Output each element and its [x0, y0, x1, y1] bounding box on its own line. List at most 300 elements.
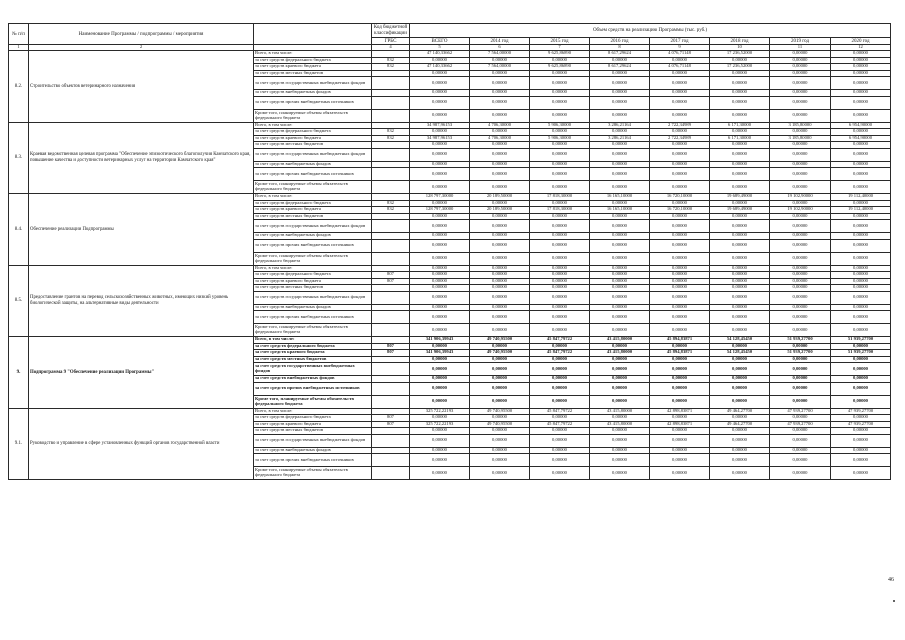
grbs-code: 832 [372, 64, 410, 71]
amount-cell: 0,00000 [590, 181, 650, 194]
amount-cell: 49 464,27700 [710, 408, 770, 415]
amount-cell: 0,00000 [650, 285, 710, 292]
amount-cell: 43 415,80000 [590, 350, 650, 357]
amount-cell: 0,00000 [650, 467, 710, 480]
amount-cell: 0,00000 [831, 213, 891, 220]
amount-cell: 0,00000 [530, 324, 590, 337]
amount-cell: 0,00000 [470, 356, 530, 363]
funding-source-label: за счет средств федерального бюджета [254, 57, 372, 64]
amount-cell: 0,00000 [410, 356, 470, 363]
amount-cell: 16 720,10000 [650, 207, 710, 214]
amount-cell: 0,00000 [650, 142, 710, 149]
funding-source-label: Всего, в том числе: [254, 122, 372, 129]
amount-cell: 0,00000 [470, 148, 530, 161]
grbs-code [372, 252, 410, 265]
funding-source-label: Всего, в том числе: [254, 337, 372, 344]
amount-cell: 0,00000 [590, 376, 650, 383]
grbs-code: 807 [372, 343, 410, 350]
amount-cell: 0,00000 [831, 324, 891, 337]
header-year-3: 2016 год [590, 38, 650, 45]
amount-cell: 0,00000 [410, 168, 470, 181]
amount-cell: 0,00000 [470, 272, 530, 279]
amount-cell: 0,00000 [530, 382, 590, 395]
amount-cell: 0,00000 [590, 213, 650, 220]
header-col-name: Наименование Программы / подпрограммы / мероприятия [29, 24, 254, 45]
amount-cell: 0,00000 [590, 311, 650, 324]
amount-cell: 0,00000 [710, 70, 770, 77]
amount-cell: 0,00000 [650, 233, 710, 240]
amount-cell: 43 415,80000 [590, 421, 650, 428]
amount-cell: 49 740,95500 [470, 421, 530, 428]
amount-cell: 47 939,27700 [770, 408, 831, 415]
funding-source-label: за счет средств прочих внебюджетных источников [254, 311, 372, 324]
amount-cell: 0,00000 [470, 252, 530, 265]
funding-source-label: за счет средств внебюджетных фондов [254, 233, 372, 240]
amount-cell: 0,00000 [831, 382, 891, 395]
header-spacer [254, 24, 372, 45]
amount-cell: 47 140,33662 [410, 51, 470, 58]
amount-cell: 0,00000 [470, 382, 530, 395]
funding-source-label: за счет средств государственных внебюджетных фондов [254, 148, 372, 161]
amount-cell: 0,00000 [710, 252, 770, 265]
amount-cell: 0,00000 [530, 434, 590, 447]
amount-cell: 0,00000 [470, 311, 530, 324]
amount-cell: 0,00000 [770, 252, 831, 265]
amount-cell: 0,00000 [770, 363, 831, 376]
amount-cell: 43 415,80000 [590, 337, 650, 344]
amount-cell: 17 818,30000 [530, 194, 590, 201]
amount-cell: 0,00000 [831, 109, 891, 122]
amount-cell: 0,00000 [831, 265, 891, 272]
amount-cell: 0,00000 [831, 96, 891, 109]
amount-cell: 0,00000 [410, 285, 470, 292]
amount-cell: 0,00000 [530, 428, 590, 435]
amount-cell: 0,00000 [831, 200, 891, 207]
grbs-code [372, 311, 410, 324]
amount-cell: 0,00000 [410, 272, 470, 279]
amount-cell: 0,00000 [831, 142, 891, 149]
funding-source-label: за счет средств федерального бюджета [254, 272, 372, 279]
amount-cell: 0,00000 [410, 181, 470, 194]
header-col-volume: Объем средств на реализацию Программы (тыс. руб.) [410, 24, 891, 38]
amount-cell: 17 236,52000 [710, 51, 770, 58]
amount-cell: 0,00000 [530, 356, 590, 363]
amount-cell: 19 112,40000 [831, 194, 891, 201]
amount-cell: 0,00000 [530, 467, 590, 480]
amount-cell: 0,00000 [650, 57, 710, 64]
amount-cell: 0,00000 [530, 90, 590, 97]
amount-cell: 0,00000 [410, 220, 470, 233]
amount-cell: 0,00000 [770, 142, 831, 149]
amount-cell: 0,00000 [470, 239, 530, 252]
amount-cell: 0,00000 [770, 428, 831, 435]
amount-cell: 0,00000 [710, 148, 770, 161]
amount-cell: 0,00000 [650, 265, 710, 272]
amount-cell: 0,00000 [831, 467, 891, 480]
header-col-kbk: Код бюджетной классификации [372, 24, 410, 38]
amount-cell: 0,00000 [470, 376, 530, 383]
header-year-7: 2020 год [831, 38, 891, 45]
amount-cell: 0,00000 [470, 90, 530, 97]
amount-cell: 0,00000 [410, 454, 470, 467]
amount-cell: 0,00000 [410, 428, 470, 435]
section-name: Обеспечение реализации Подпрограммы [29, 194, 254, 266]
budget-table-sheet [8, 23, 890, 480]
funding-source-label: Кроме того, планируемые объемы обязательств федерального бюджета [254, 109, 372, 122]
funding-source-label: за счет средств внебюджетных фондов [254, 90, 372, 97]
amount-cell: 0,00000 [530, 96, 590, 109]
amount-cell: 0,00000 [590, 96, 650, 109]
amount-cell: 3 185,80000 [770, 135, 831, 142]
grbs-code [372, 454, 410, 467]
amount-cell: 0,00000 [590, 356, 650, 363]
amount-cell: 0,00000 [770, 285, 831, 292]
amount-cell: 0,00000 [410, 90, 470, 97]
grbs-code: 832 [372, 57, 410, 64]
amount-cell: 0,00000 [530, 285, 590, 292]
column-number-2: 2 [29, 45, 254, 51]
amount-cell: 0,00000 [831, 395, 891, 408]
amount-cell: 0,00000 [470, 291, 530, 304]
amount-cell: 8 617,29624 [590, 51, 650, 58]
amount-cell: 0,00000 [410, 291, 470, 304]
amount-cell: 0,00000 [410, 239, 470, 252]
header-year-1: 2014 год [470, 38, 530, 45]
amount-cell: 9 625,86890 [530, 64, 590, 71]
amount-cell: 0,00000 [590, 285, 650, 292]
amount-cell: 0,00000 [831, 148, 891, 161]
header-col-grbs: ГРБС [372, 38, 410, 45]
amount-cell: 0,00000 [470, 200, 530, 207]
funding-source-label: за счет средств федерального бюджета [254, 129, 372, 136]
funding-source-label: за счет средств прочих внебюджетных источников [254, 382, 372, 395]
grbs-code: 807 [372, 278, 410, 285]
amount-cell: 0,00000 [410, 311, 470, 324]
funding-source-label: за счет средств федерального бюджета [254, 415, 372, 422]
amount-cell: 0,00000 [770, 382, 831, 395]
amount-cell: 0,00000 [710, 376, 770, 383]
amount-cell: 0,00000 [410, 376, 470, 383]
amount-cell: 0,00000 [770, 109, 831, 122]
amount-cell: 0,00000 [590, 291, 650, 304]
amount-cell: 0,00000 [590, 252, 650, 265]
amount-cell: 0,00000 [530, 272, 590, 279]
amount-cell: 16 720,10000 [650, 194, 710, 201]
amount-cell: 0,00000 [590, 467, 650, 480]
budget-table [8, 23, 891, 480]
amount-cell: 6 954,90000 [831, 122, 891, 129]
funding-source-label: Всего, в том числе: [254, 194, 372, 201]
amount-cell: 341 906,39943 [410, 350, 470, 357]
section-name: Подпрограмма 9 "Обеспечение реализации Программы" [29, 337, 254, 409]
amount-cell: 0,00000 [410, 434, 470, 447]
amount-cell: 0,00000 [650, 109, 710, 122]
amount-cell: 45 894,83871 [650, 337, 710, 344]
amount-cell: 0,00000 [770, 324, 831, 337]
amount-cell: 0,00000 [530, 239, 590, 252]
amount-cell: 0,00000 [710, 220, 770, 233]
amount-cell: 0,00000 [410, 304, 470, 311]
amount-cell: 49 740,95500 [470, 408, 530, 415]
amount-cell: 45 847,79722 [530, 408, 590, 415]
amount-cell: 0,00000 [590, 129, 650, 136]
funding-source-label: за счет средств краевого бюджета [254, 421, 372, 428]
amount-cell: 0,00000 [650, 356, 710, 363]
funding-source-label: за счет средств краевого бюджета [254, 64, 372, 71]
section-number: 8.5. [9, 265, 29, 337]
amount-cell: 6 171,30000 [710, 135, 770, 142]
amount-cell: 0,00000 [831, 220, 891, 233]
amount-cell: 0,00000 [831, 356, 891, 363]
amount-cell: 0,00000 [710, 415, 770, 422]
amount-cell: 0,00000 [470, 428, 530, 435]
funding-source-label: за счет средств прочих внебюджетных источников [254, 168, 372, 181]
amount-cell: 0,00000 [650, 77, 710, 90]
column-number-10: 10 [710, 45, 770, 51]
amount-cell: 47 140,33662 [410, 64, 470, 71]
grbs-code: 807 [372, 350, 410, 357]
amount-cell: 0,00000 [590, 265, 650, 272]
amount-cell: 0,00000 [590, 363, 650, 376]
amount-cell: 20 189,50000 [470, 194, 530, 201]
amount-cell: 0,00000 [590, 324, 650, 337]
funding-source-label: Всего, в том числе: [254, 408, 372, 415]
amount-cell: 0,00000 [831, 285, 891, 292]
funding-source-label: за счет средств краевого бюджета [254, 207, 372, 214]
amount-cell: 0,00000 [590, 200, 650, 207]
amount-cell: 9 625,86890 [530, 51, 590, 58]
funding-source-label: за счет средств прочих внебюджетных источников [254, 239, 372, 252]
amount-cell: 128 797,30000 [410, 207, 470, 214]
amount-cell: 0,00000 [770, 272, 831, 279]
amount-cell: 0,00000 [831, 252, 891, 265]
amount-cell: 0,00000 [530, 376, 590, 383]
amount-cell: 0,00000 [710, 434, 770, 447]
funding-source-label: за счет средств внебюджетных фондов [254, 376, 372, 383]
amount-cell: 0,00000 [530, 343, 590, 350]
amount-cell: 0,00000 [710, 304, 770, 311]
amount-cell: 0,00000 [770, 291, 831, 304]
amount-cell: 0,00000 [530, 233, 590, 240]
funding-source-label: за счет средств внебюджетных фондов [254, 447, 372, 454]
amount-cell: 49 464,27700 [710, 421, 770, 428]
header-year-4: 2017 год [650, 38, 710, 45]
amount-cell: 19 102,90000 [770, 194, 831, 201]
amount-cell: 0,00000 [650, 382, 710, 395]
amount-cell: 3 286,21164 [590, 122, 650, 129]
amount-cell: 0,00000 [530, 265, 590, 272]
header-col-no: № п/п [9, 24, 29, 45]
amount-cell: 0,00000 [770, 434, 831, 447]
amount-cell: 0,00000 [410, 129, 470, 136]
amount-cell: 0,00000 [710, 129, 770, 136]
column-number-4: 4 [372, 45, 410, 51]
amount-cell: 0,00000 [710, 454, 770, 467]
amount-cell: 0,00000 [770, 304, 831, 311]
amount-cell: 0,00000 [530, 161, 590, 168]
amount-cell: 0,00000 [710, 447, 770, 454]
amount-cell: 0,00000 [650, 311, 710, 324]
amount-cell: 0,00000 [530, 70, 590, 77]
amount-cell: 0,00000 [770, 64, 831, 71]
grbs-code [372, 96, 410, 109]
amount-cell: 0,00000 [590, 343, 650, 350]
funding-source-label: Кроме того, планируемые объемы обязательств федерального бюджета [254, 181, 372, 194]
amount-cell: 51 939,27700 [831, 337, 891, 344]
funding-source-label: за счет средств государственных внебюджетных фондов [254, 220, 372, 233]
amount-cell: 0,00000 [650, 304, 710, 311]
amount-cell: 0,00000 [470, 434, 530, 447]
amount-cell: 0,00000 [831, 434, 891, 447]
amount-cell: 0,00000 [470, 161, 530, 168]
amount-cell: 0,00000 [650, 181, 710, 194]
funding-source-label: за счет средств прочих внебюджетных источников [254, 96, 372, 109]
amount-cell: 0,00000 [650, 434, 710, 447]
amount-cell: 45 847,79722 [530, 421, 590, 428]
amount-cell: 0,00000 [770, 70, 831, 77]
amount-cell: 0,00000 [530, 129, 590, 136]
amount-cell: 4 706,30000 [470, 135, 530, 142]
amount-cell: 0,00000 [710, 278, 770, 285]
amount-cell: 0,00000 [831, 77, 891, 90]
funding-source-label: за счет средств местных бюджетов [254, 356, 372, 363]
amount-cell: 0,00000 [590, 142, 650, 149]
funding-source-label: Кроме того, планируемые объемы обязательств федерального бюджета [254, 324, 372, 337]
funding-source-label: Всего, в том числе: [254, 51, 372, 58]
amount-cell: 0,00000 [530, 447, 590, 454]
funding-source-label: за счет средств местных бюджетов [254, 70, 372, 77]
amount-cell: 51 939,27700 [770, 337, 831, 344]
amount-cell: 0,00000 [470, 278, 530, 285]
amount-cell: 0,00000 [410, 343, 470, 350]
amount-cell: 0,00000 [590, 382, 650, 395]
amount-cell: 0,00000 [710, 311, 770, 324]
amount-cell: 0,00000 [650, 220, 710, 233]
section-name: Строительство объектов ветеринарного назначения [29, 51, 254, 123]
amount-cell: 0,00000 [410, 57, 470, 64]
grbs-code [372, 291, 410, 304]
amount-cell: 0,00000 [650, 90, 710, 97]
amount-cell: 0,00000 [470, 285, 530, 292]
amount-cell: 0,00000 [470, 181, 530, 194]
section-number: 8.4. [9, 194, 29, 266]
amount-cell: 0,00000 [770, 356, 831, 363]
amount-cell: 0,00000 [650, 376, 710, 383]
amount-cell: 43 415,80000 [590, 408, 650, 415]
amount-cell: 49 740,95500 [470, 337, 530, 344]
amount-cell: 0,00000 [650, 272, 710, 279]
amount-cell: 0,00000 [710, 109, 770, 122]
amount-cell: 0,00000 [470, 57, 530, 64]
header-year-6: 2019 год [770, 38, 831, 45]
amount-cell: 7 564,00000 [470, 64, 530, 71]
amount-cell: 0,00000 [650, 278, 710, 285]
amount-cell: 0,00000 [770, 129, 831, 136]
amount-cell: 0,00000 [831, 161, 891, 168]
amount-cell: 0,00000 [770, 181, 831, 194]
amount-cell: 0,00000 [530, 363, 590, 376]
amount-cell: 0,00000 [650, 129, 710, 136]
amount-cell: 0,00000 [770, 200, 831, 207]
column-number-8: 8 [590, 45, 650, 51]
amount-cell: 0,00000 [831, 454, 891, 467]
amount-cell: 0,00000 [590, 272, 650, 279]
section-number: 9.1. [9, 408, 29, 480]
grbs-code [372, 181, 410, 194]
amount-cell: 0,00000 [650, 454, 710, 467]
amount-cell: 34 987,96153 [410, 122, 470, 129]
amount-cell: 0,00000 [590, 415, 650, 422]
funding-source-label: за счет средств федерального бюджета [254, 343, 372, 350]
amount-cell: 0,00000 [710, 285, 770, 292]
amount-cell: 0,00000 [410, 70, 470, 77]
amount-cell: 0,00000 [530, 77, 590, 90]
amount-cell: 47 939,27700 [831, 421, 891, 428]
funding-source-label: Кроме того, планируемые объемы обязательств федерального бюджета [254, 252, 372, 265]
amount-cell: 0,00000 [770, 148, 831, 161]
amount-cell: 47 939,27700 [770, 421, 831, 428]
grbs-code [372, 109, 410, 122]
amount-cell: 0,00000 [410, 382, 470, 395]
amount-cell: 0,00000 [590, 454, 650, 467]
amount-cell: 0,00000 [410, 395, 470, 408]
amount-cell: 51 939,27700 [770, 350, 831, 357]
amount-cell: 0,00000 [831, 376, 891, 383]
column-number-5: 5 [410, 45, 470, 51]
amount-cell: 0,00000 [650, 213, 710, 220]
amount-cell: 0,00000 [710, 467, 770, 480]
grbs-code [372, 239, 410, 252]
amount-cell: 0,00000 [590, 90, 650, 97]
amount-cell: 0,00000 [530, 278, 590, 285]
amount-cell: 0,00000 [710, 343, 770, 350]
amount-cell: 0,00000 [410, 278, 470, 285]
amount-cell: 5 906,30000 [530, 135, 590, 142]
amount-cell: 0,00000 [710, 213, 770, 220]
amount-cell: 0,00000 [470, 109, 530, 122]
grbs-code [372, 148, 410, 161]
amount-cell: 0,00000 [710, 265, 770, 272]
amount-cell: 0,00000 [410, 148, 470, 161]
amount-cell: 0,00000 [650, 395, 710, 408]
amount-cell: 0,00000 [831, 239, 891, 252]
amount-cell: 34 987,96153 [410, 135, 470, 142]
amount-cell: 6 171,30000 [710, 122, 770, 129]
amount-cell: 0,00000 [710, 161, 770, 168]
amount-cell: 0,00000 [470, 265, 530, 272]
grbs-code: 832 [372, 200, 410, 207]
amount-cell: 0,00000 [650, 291, 710, 304]
amount-cell: 0,00000 [770, 168, 831, 181]
amount-cell: 8 617,29624 [590, 64, 650, 71]
amount-cell: 325 722,22193 [410, 421, 470, 428]
amount-cell: 0,00000 [770, 161, 831, 168]
amount-cell: 0,00000 [650, 239, 710, 252]
amount-cell: 0,00000 [590, 77, 650, 90]
amount-cell: 0,00000 [530, 213, 590, 220]
grbs-code: 832 [372, 207, 410, 214]
amount-cell: 0,00000 [831, 129, 891, 136]
amount-cell: 0,00000 [831, 311, 891, 324]
amount-cell: 0,00000 [650, 415, 710, 422]
amount-cell: 0,00000 [470, 343, 530, 350]
amount-cell: 0,00000 [590, 395, 650, 408]
amount-cell: 2 722,34989 [650, 122, 710, 129]
amount-cell: 7 564,00000 [470, 51, 530, 58]
amount-cell: 0,00000 [410, 161, 470, 168]
section-number: 8.3. [9, 122, 29, 194]
amount-cell: 0,00000 [650, 96, 710, 109]
